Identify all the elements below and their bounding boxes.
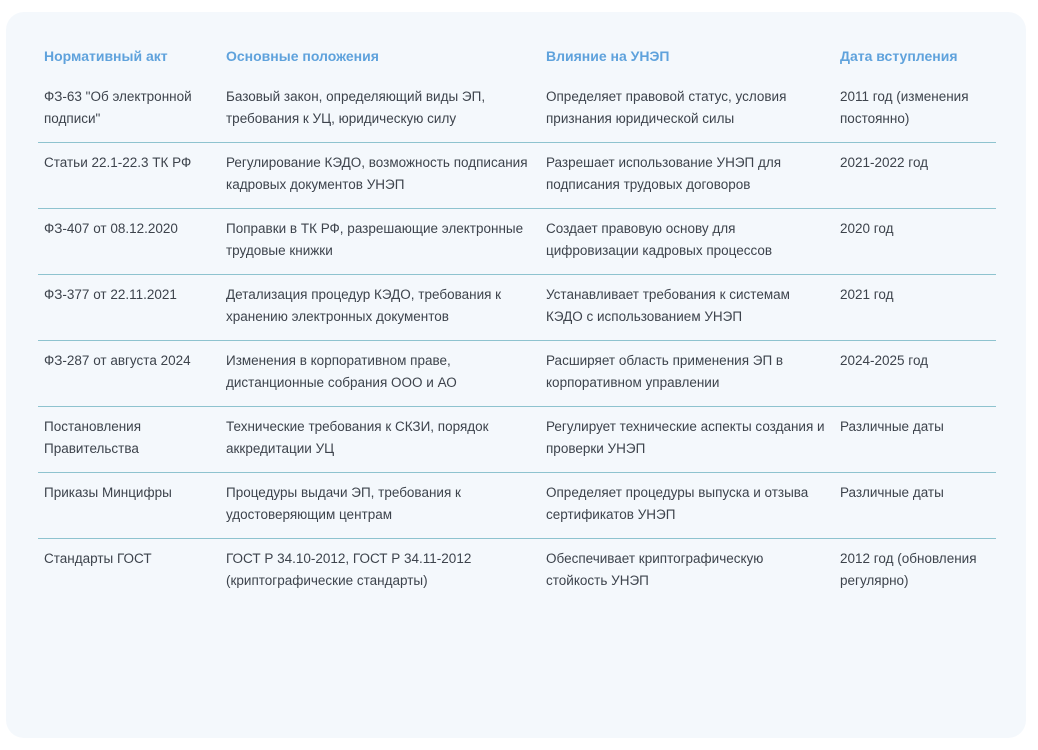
cell-date: 2021-2022 год [834,143,996,209]
column-header-act: Нормативный акт [44,48,168,64]
table-row [38,473,996,539]
cell-date: 2024-2025 год [834,341,996,407]
cell-impact: Регулирует технические аспекты создания и проверки УНЭП [540,407,834,473]
cell-act: Постановления Правительства [38,407,220,473]
cell-impact: Обеспечивает криптографическую стойкость УНЭП [546,551,764,588]
cell-impact: Расширяет область применения ЭП в корпоративном управлении [540,341,834,407]
table-row [38,539,996,605]
cell-act: ФЗ-377 от 22.11.2021 [38,275,220,341]
table-row [38,275,996,341]
cell-date: 2020 год [834,209,996,275]
cell-date: 2012 год (обновления регулярно) [840,551,977,588]
cell-act: ФЗ-287 от августа 2024 [38,341,220,407]
cell-provisions: Технические требования к СКЗИ, порядок аккредитации УЦ [220,407,540,473]
table-header-row [38,38,996,77]
cell-provisions: Изменения в корпоративном праве, дистанционные собрания ООО и АО [220,341,540,407]
table-row [38,407,996,473]
cell-act: Стандарты ГОСТ [44,551,152,566]
table-row [38,77,996,143]
cell-date: Различные даты [834,473,996,539]
cell-impact: Создает правовую основу для цифровизации кадровых процессов [540,209,834,275]
cell-impact: Определяет правовой статус, условия признания юридической силы [540,77,834,143]
cell-date: 2011 год (изменения постоянно) [834,77,996,143]
cell-act: Статьи 22.1-22.3 ТК РФ [38,143,220,209]
cell-provisions: Детализация процедур КЭДО, требования к хранению электронных документов [220,275,540,341]
regulations-table [38,38,996,604]
cell-provisions: Поправки в ТК РФ, разрешающие электронные трудовые книжки [220,209,540,275]
table-row [38,209,996,275]
column-header-provisions: Основные положения [226,48,379,64]
cell-act: ФЗ-63 "Об электронной подписи" [38,77,220,143]
table-card [6,12,1026,738]
cell-provisions: Базовый закон, определяющий виды ЭП, требования к УЦ, юридическую силу [220,77,540,143]
table-row [38,341,996,407]
column-header-date: Дата вступления [840,48,958,64]
cell-impact: Устанавливает требования к системам КЭДО с использованием УНЭП [540,275,834,341]
cell-provisions: ГОСТ Р 34.10-2012, ГОСТ Р 34.11-2012 (криптографические стандарты) [226,551,472,588]
cell-provisions: Регулирование КЭДО, возможность подписания кадровых документов УНЭП [220,143,540,209]
cell-date: Различные даты [834,407,996,473]
table-row [38,143,996,209]
column-header-impact: Влияние на УНЭП [546,48,670,64]
cell-date: 2021 год [834,275,996,341]
cell-act: Приказы Минцифры [38,473,220,539]
cell-act: ФЗ-407 от 08.12.2020 [38,209,220,275]
cell-impact: Определяет процедуры выпуска и отзыва сертификатов УНЭП [540,473,834,539]
cell-impact: Разрешает использование УНЭП для подписания трудовых договоров [540,143,834,209]
cell-provisions: Процедуры выдачи ЭП, требования к удостоверяющим центрам [220,473,540,539]
